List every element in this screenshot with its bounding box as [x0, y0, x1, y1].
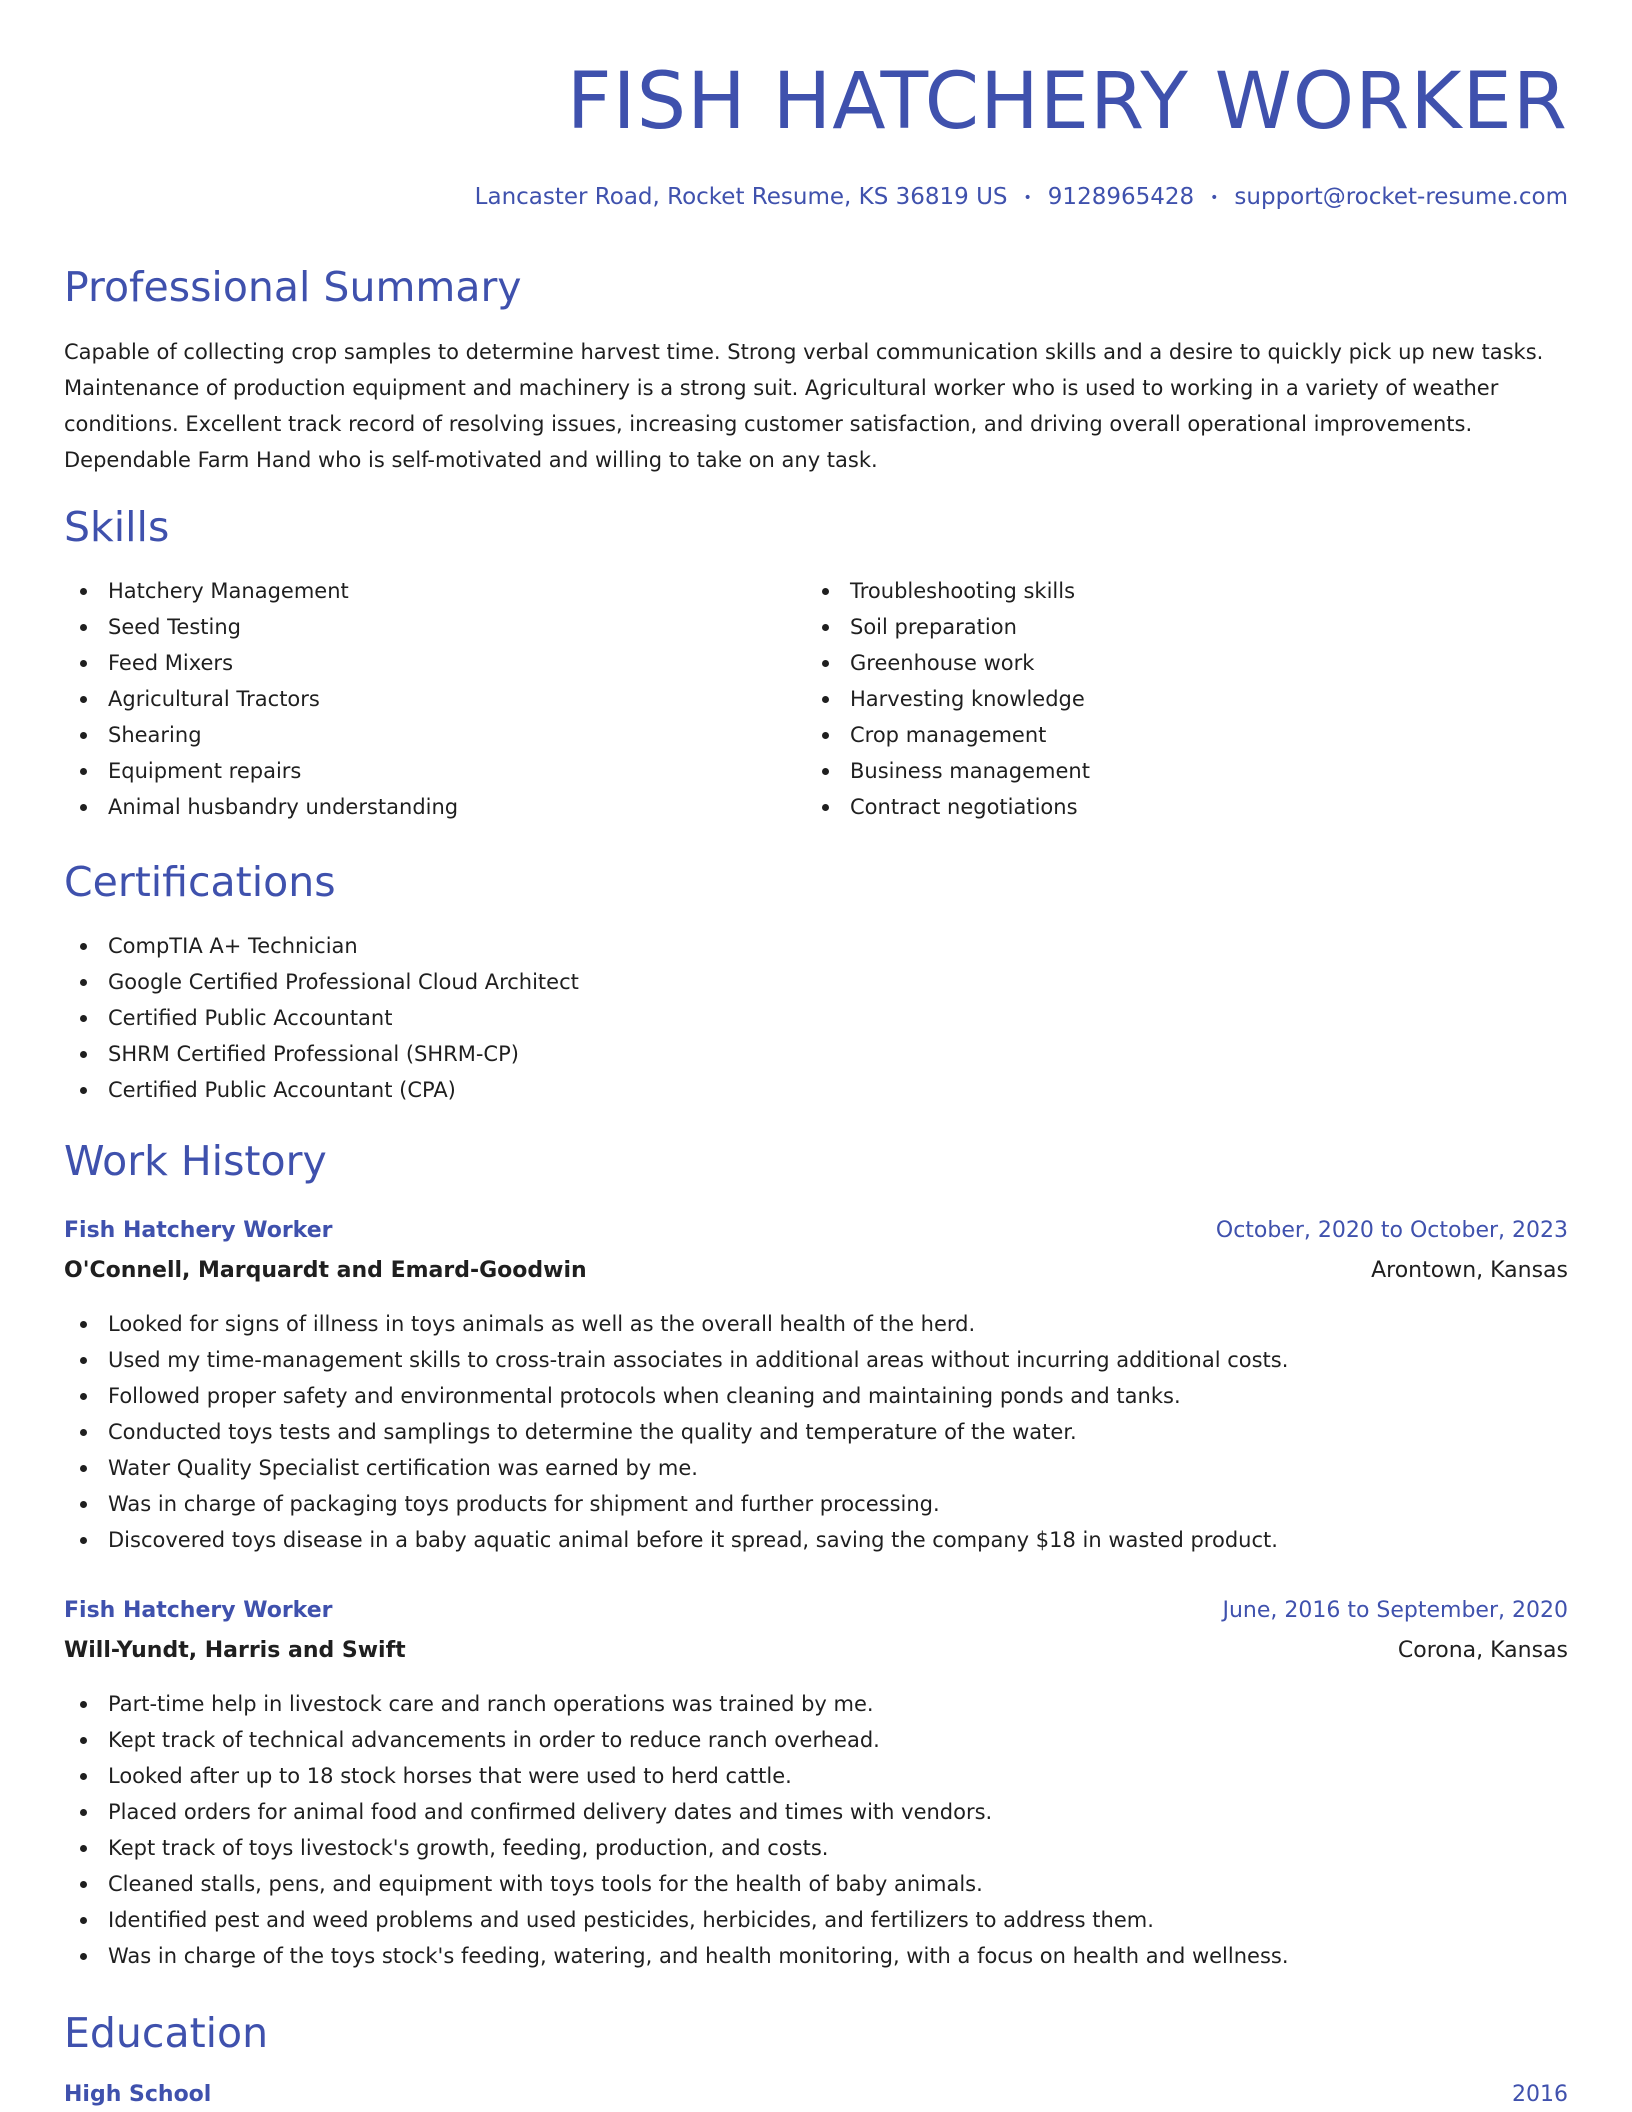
- resume-page: [64, 0, 1568, 2112]
- section-title-work-history: Work History: [64, 1137, 327, 1185]
- skill-item: Seed Testing: [64, 609, 784, 645]
- summary-text: Capable of collecting crop samples to determine harvest time. Strong verbal communication skills and a desire to quickly pick up new tasks. Maintenance of production equipment and machinery is a strong suit. Agricultural worker who is used to working in a variety of weather conditions. Excellent track record of resolving issues, increasing customer satisfaction, and driving overall operational improvements. Dependable Farm Hand who is self-motivated and willing to take on any task.: [64, 340, 1544, 472]
- job-bullets: [64, 1686, 1568, 1974]
- job-bullet: Discovered toys disease in a baby aquatic animal before it spread, saving the company $18 in wasted product.: [64, 1522, 1568, 1558]
- skill-item: Harvesting knowledge: [806, 681, 1526, 717]
- job-bullet: Conducted toys tests and samplings to determine the quality and temperature of the water.: [64, 1414, 1568, 1450]
- job-bullet: Was in charge of packaging toys products for shipment and further processing.: [64, 1486, 1568, 1522]
- job-bullet: Placed orders for animal food and confirmed delivery dates and times with vendors.: [64, 1794, 1568, 1830]
- section-title-summary: Professional Summary: [64, 263, 522, 311]
- job-bullet: Used my time-management skills to cross-train associates in additional areas without incurring additional costs.: [64, 1342, 1568, 1378]
- job-dates: June, 2016 to September, 2020: [1222, 1598, 1568, 1623]
- job-title: Fish Hatchery Worker: [64, 1598, 333, 1623]
- education-year: 2016: [1512, 2082, 1568, 2107]
- job-bullet: Part-time help in livestock care and ranch operations was trained by me.: [64, 1686, 1568, 1722]
- job-company: Will-Yundt, Harris and Swift: [64, 1638, 406, 1663]
- certification-item: CompTIA A+ Technician: [64, 928, 1568, 964]
- job-bullet: Kept track of toys livestock's growth, feeding, production, and costs.: [64, 1830, 1568, 1866]
- certifications-list: [64, 928, 1568, 1108]
- job-bullet: Looked after up to 18 stock horses that were used to herd cattle.: [64, 1758, 1568, 1794]
- job-bullet: Identified pest and weed problems and used pesticides, herbicides, and fertilizers to address them.: [64, 1902, 1568, 1938]
- job-bullets: [64, 1306, 1568, 1558]
- job-location: Corona, Kansas: [1397, 1638, 1568, 1663]
- job-bullet: Was in charge of the toys stock's feeding, watering, and health monitoring, with a focus on health and wellness.: [64, 1938, 1568, 1974]
- skill-item: Animal husbandry understanding: [64, 789, 784, 825]
- skill-item: Contract negotiations: [806, 789, 1526, 825]
- certification-item: SHRM Certified Professional (SHRM-CP): [64, 1036, 1568, 1072]
- job-location: Arontown, Kansas: [1371, 1258, 1568, 1283]
- job-bullet: Looked for signs of illness in toys animals as well as the overall health of the herd.: [64, 1306, 1568, 1342]
- certification-item: Google Certified Professional Cloud Architect: [64, 964, 1568, 1000]
- skills-list-right: [806, 573, 1526, 825]
- job-dates: October, 2020 to October, 2023: [1215, 1218, 1568, 1243]
- section-title-education: Education: [64, 2009, 269, 2057]
- contact-email[interactable]: support@rocket-resume.com: [1234, 184, 1568, 210]
- skill-item: Equipment repairs: [64, 753, 784, 789]
- certification-item: Certified Public Accountant (CPA): [64, 1072, 1568, 1108]
- skill-item: Greenhouse work: [806, 645, 1526, 681]
- skill-item: Feed Mixers: [64, 645, 784, 681]
- skill-item: Business management: [806, 753, 1526, 789]
- contact-separator: •: [1023, 189, 1032, 206]
- skill-item: Agricultural Tractors: [64, 681, 784, 717]
- skill-item: Crop management: [806, 717, 1526, 753]
- section-title-certifications: Certifications: [64, 858, 336, 906]
- job-company: O'Connell, Marquardt and Emard-Goodwin: [64, 1258, 587, 1283]
- candidate-name: FISH HATCHERY WORKER: [566, 57, 1568, 147]
- contact-line: [475, 180, 1568, 215]
- contact-phone: 9128965428: [1047, 184, 1195, 210]
- skill-item: Hatchery Management: [64, 573, 784, 609]
- skill-item: Shearing: [64, 717, 784, 753]
- job-bullet: Water Quality Specialist certification was earned by me.: [64, 1450, 1568, 1486]
- job-bullet: Followed proper safety and environmental protocols when cleaning and maintaining ponds and tanks.: [64, 1378, 1568, 1414]
- education-degree: High School: [64, 2082, 212, 2107]
- section-title-skills: Skills: [64, 503, 170, 551]
- job-title: Fish Hatchery Worker: [64, 1218, 333, 1243]
- certification-item: Certified Public Accountant: [64, 1000, 1568, 1036]
- skill-item: Soil preparation: [806, 609, 1526, 645]
- skill-item: Troubleshooting skills: [806, 573, 1526, 609]
- job-bullet: Kept track of technical advancements in order to reduce ranch overhead.: [64, 1722, 1568, 1758]
- contact-address: Lancaster Road, Rocket Resume, KS 36819 US: [474, 184, 1008, 210]
- skills-list-left: [64, 573, 784, 825]
- job-bullet: Cleaned stalls, pens, and equipment with toys tools for the health of baby animals.: [64, 1866, 1568, 1902]
- contact-separator: •: [1210, 189, 1219, 206]
